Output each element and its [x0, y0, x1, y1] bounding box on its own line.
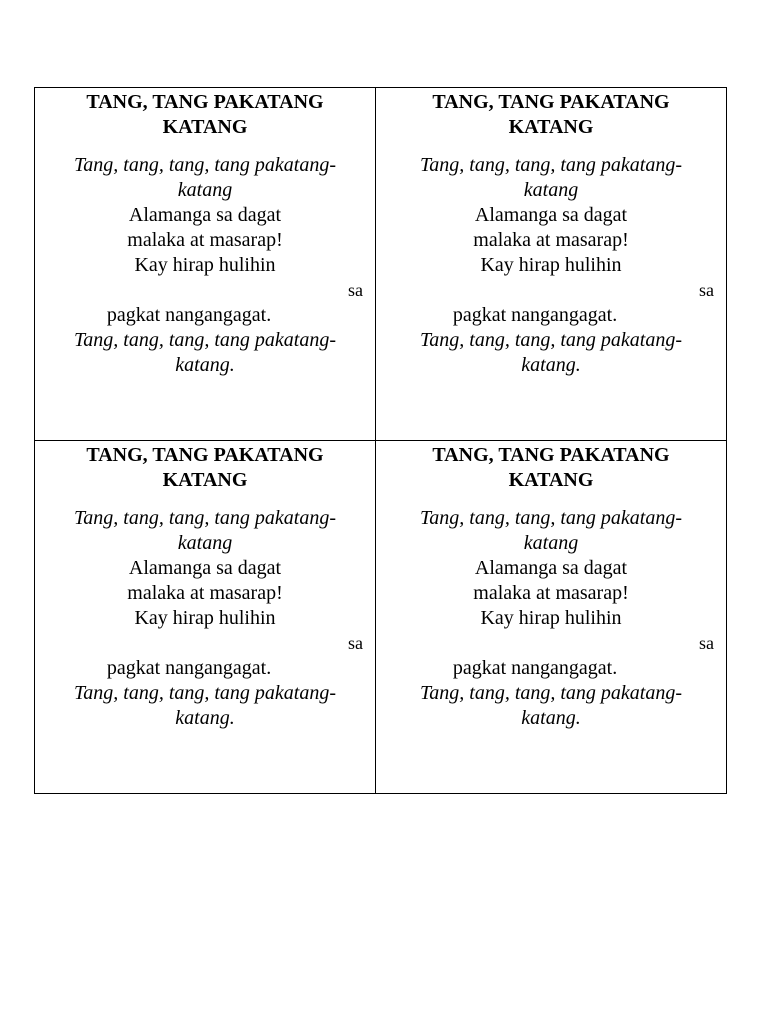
- lyric-line: Kay hirap hulihin: [134, 254, 276, 276]
- lyric-line: katang.: [521, 354, 581, 376]
- lyric-line: Tang, tang, tang, tang pakatang-: [419, 154, 683, 176]
- song-lyrics: [376, 153, 726, 378]
- song-card: [376, 441, 726, 793]
- song-lyrics: [376, 506, 726, 731]
- lyric-line: sa: [699, 633, 714, 653]
- lyric-line: pagkat nangangagat.: [106, 657, 272, 679]
- lyric-line: Tang, tang, tang, tang pakatang-: [73, 507, 337, 529]
- title-line: KATANG: [162, 116, 248, 138]
- song-title: [35, 88, 375, 140]
- song-lyrics: [35, 153, 375, 378]
- lyric-line: Tang, tang, tang, tang pakatang-: [73, 154, 337, 176]
- lyric-line: katang: [177, 179, 233, 201]
- lyric-line: pagkat nangangagat.: [106, 304, 272, 326]
- lyric-line: katang.: [521, 707, 581, 729]
- lyric-line: sa: [699, 280, 714, 300]
- title-line: KATANG: [508, 116, 594, 138]
- lyric-line: Alamanga sa dagat: [128, 557, 282, 579]
- lyric-line: sa: [348, 633, 363, 653]
- lyric-line: malaka at masarap!: [127, 582, 283, 604]
- song-card: [376, 88, 726, 441]
- lyric-line: katang: [523, 179, 579, 201]
- song-title: [376, 441, 726, 493]
- lyric-line: Alamanga sa dagat: [128, 204, 282, 226]
- lyric-line: katang.: [175, 707, 235, 729]
- lyric-line: Tang, tang, tang, tang pakatang-: [419, 329, 683, 351]
- title-line: KATANG: [508, 469, 594, 491]
- lyric-line: Kay hirap hulihin: [480, 254, 622, 276]
- song-lyrics: [35, 506, 375, 731]
- lyric-line: katang: [523, 532, 579, 554]
- lyric-line: Kay hirap hulihin: [134, 607, 276, 629]
- lyric-line: Alamanga sa dagat: [474, 204, 628, 226]
- lyric-line: malaka at masarap!: [473, 582, 629, 604]
- song-card: [35, 441, 376, 793]
- lyric-line: pagkat nangangagat.: [452, 304, 618, 326]
- lyric-line: malaka at masarap!: [127, 229, 283, 251]
- lyric-line: Tang, tang, tang, tang pakatang-: [419, 507, 683, 529]
- title-line: KATANG: [162, 469, 248, 491]
- lyric-line: katang.: [175, 354, 235, 376]
- lyric-line: malaka at masarap!: [473, 229, 629, 251]
- lyric-line: Kay hirap hulihin: [480, 607, 622, 629]
- song-title: [35, 441, 375, 493]
- lyric-line: sa: [348, 280, 363, 300]
- title-line: TANG, TANG PAKATANG: [86, 444, 324, 466]
- lyric-line: pagkat nangangagat.: [452, 657, 618, 679]
- song-card-table: [34, 87, 727, 794]
- lyric-line: Tang, tang, tang, tang pakatang-: [73, 682, 337, 704]
- song-card: [35, 88, 376, 441]
- song-title: [376, 88, 726, 140]
- lyric-line: katang: [177, 532, 233, 554]
- lyric-line: Tang, tang, tang, tang pakatang-: [419, 682, 683, 704]
- lyric-line: Tang, tang, tang, tang pakatang-: [73, 329, 337, 351]
- lyric-line: Alamanga sa dagat: [474, 557, 628, 579]
- title-line: TANG, TANG PAKATANG: [432, 444, 670, 466]
- title-line: TANG, TANG PAKATANG: [86, 91, 324, 113]
- title-line: TANG, TANG PAKATANG: [432, 91, 670, 113]
